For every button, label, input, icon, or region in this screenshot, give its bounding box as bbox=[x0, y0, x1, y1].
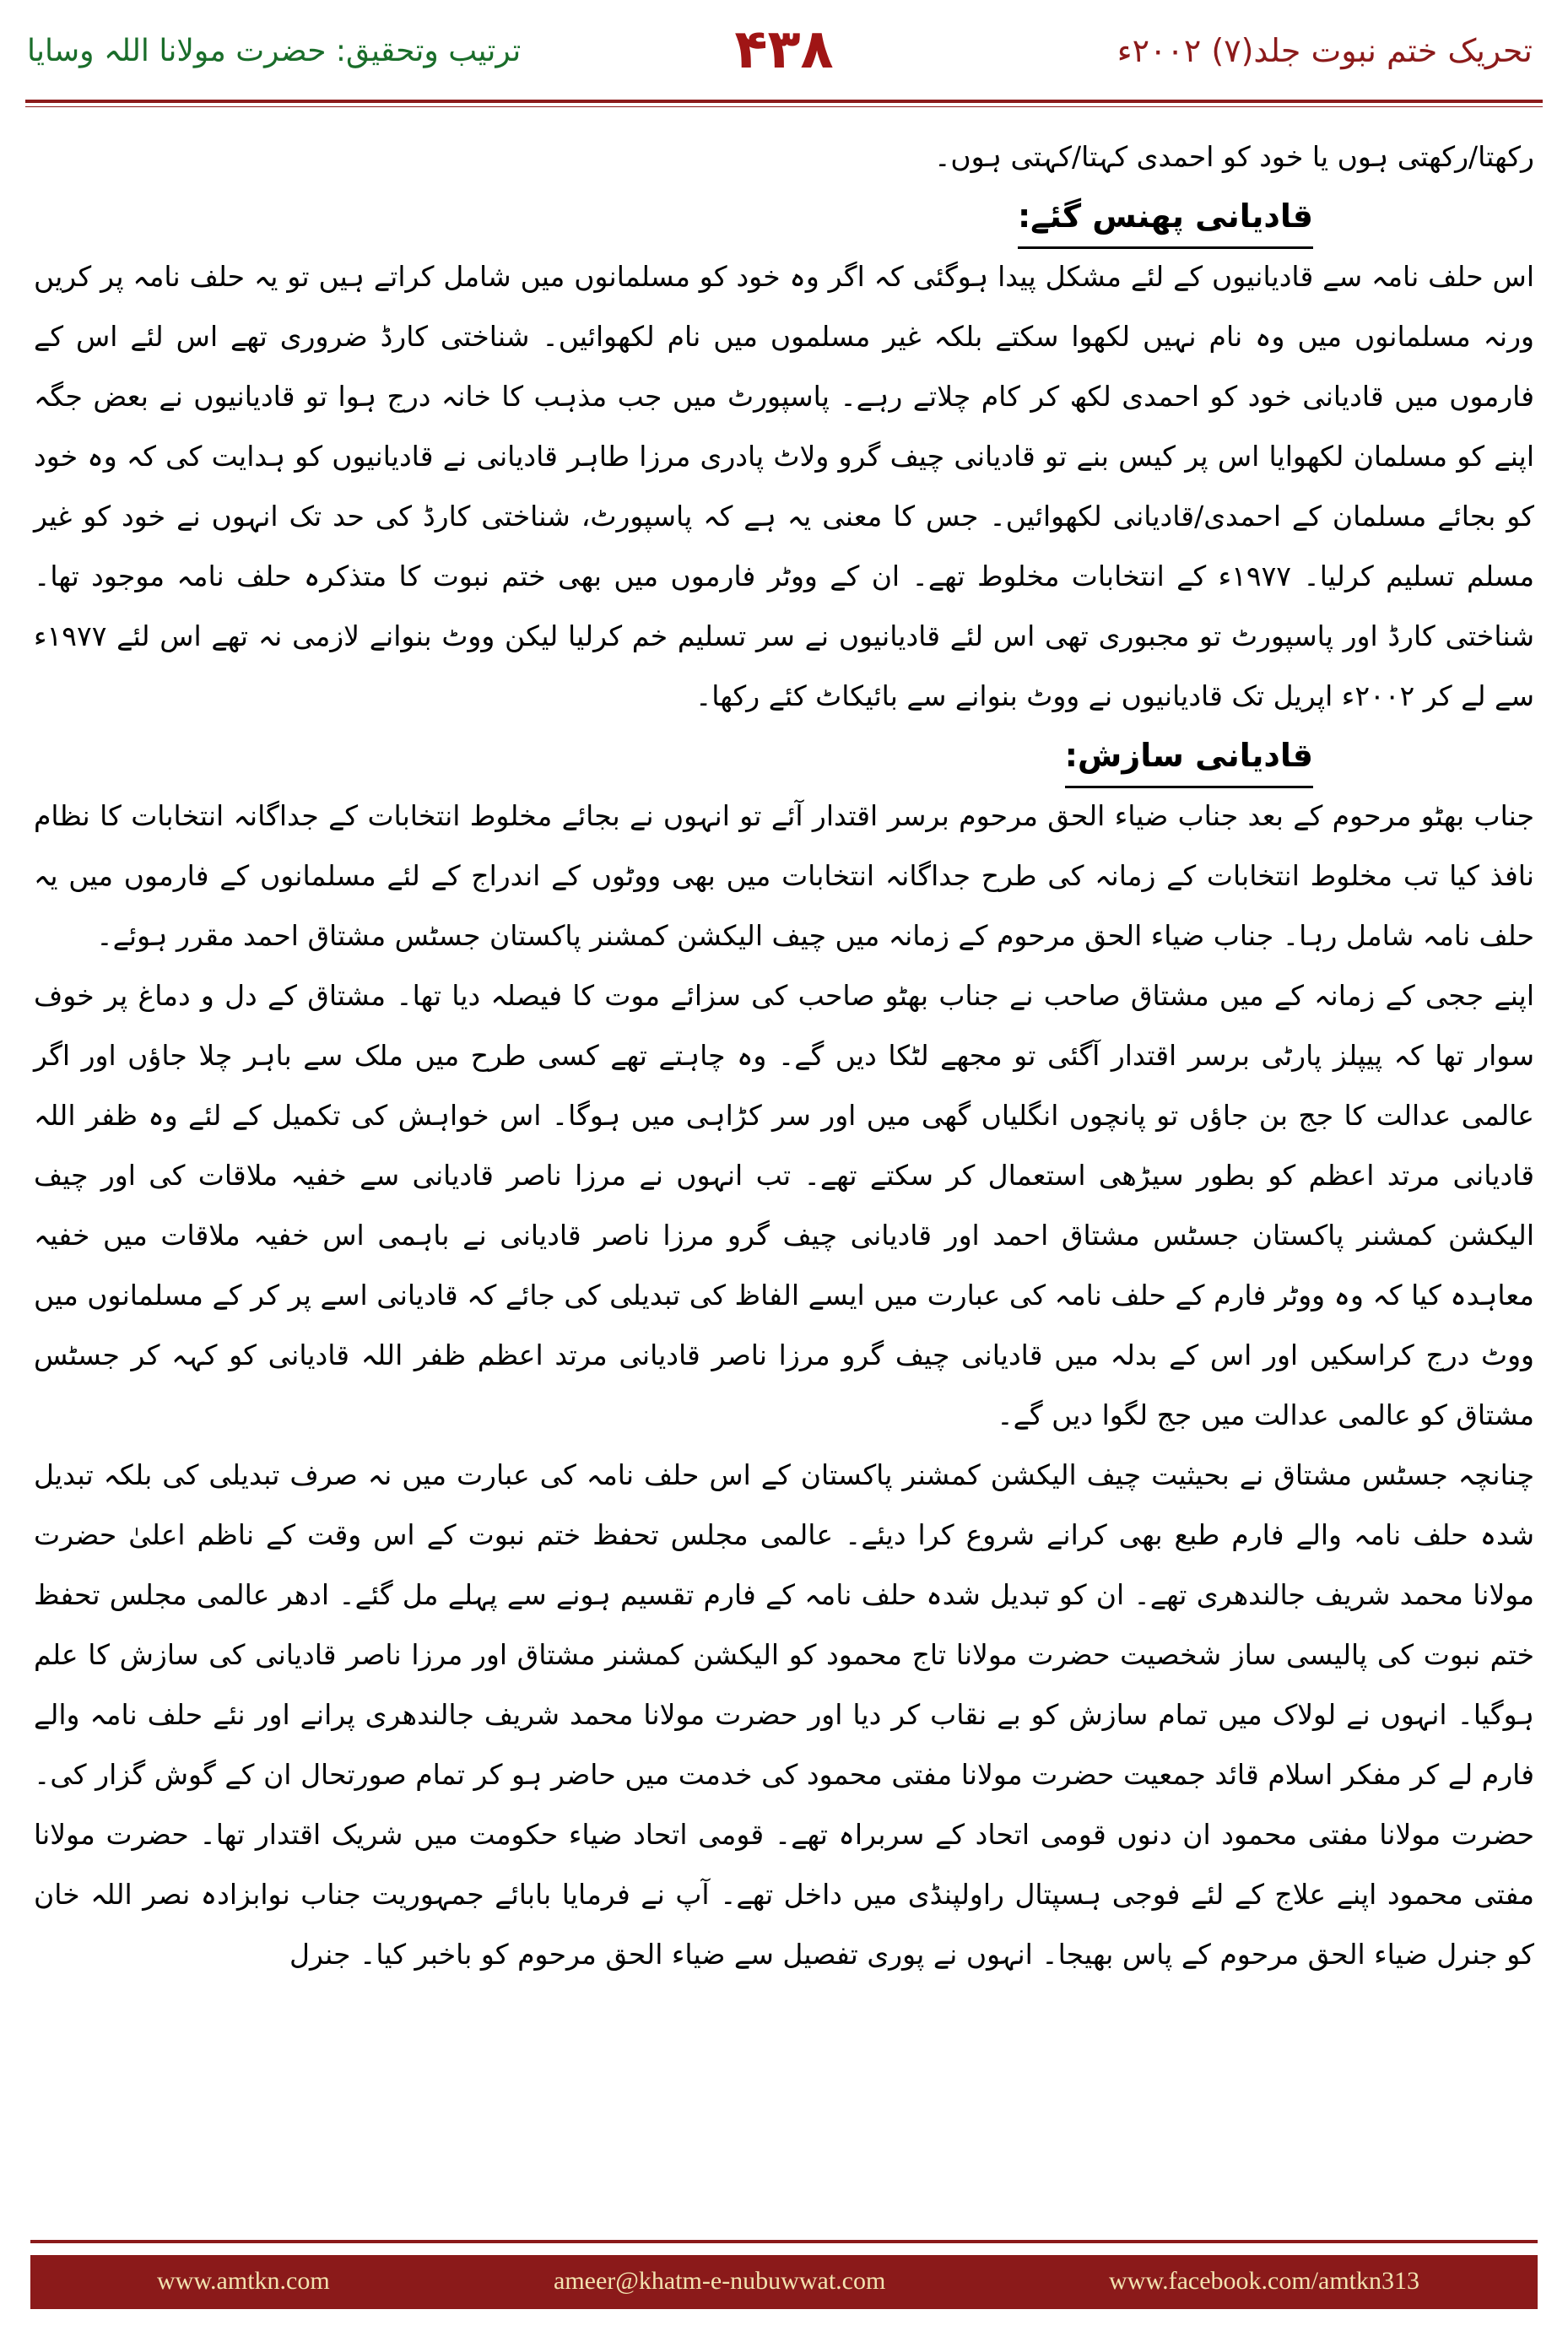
footer-rule bbox=[30, 2240, 1538, 2243]
paragraph-affidavit: اس حلف نامہ سے قادیانیوں کے لئے مشکل پیدا ہوگئی کہ اگر وہ خود کو مسلمانوں میں شامل کراتے ہیں تو یہ حلف نامہ پر کریں ورنہ مسلمانوں میں وہ نام نہیں لکھوا سکتے بلکہ غیر مسلموں میں نام لکھوائیں۔ شناختی کارڈ ضروری تھے اس لئے اس کے فارموں میں قادیانی خود کو احمدی لکھ کر کام چلاتے رہے۔ پاسپورٹ میں جب مذہب کا خانہ درج ہوا تو قادیانیوں نے بعض جگہ اپنے کو مسلمان لکھوایا اس پر کیس بنے تو قادیانی چیف گرو ولاٹ پادری مرزا طاہر قادیانی نے قادیانیوں کو ہدایت کی کہ وہ خود کو بجائے مسلمان کے احمدی/قادیانی لکھوائیں۔ جس کا معنی یہ ہے کہ پاسپورٹ، شناختی کارڈ کی حد تک انہوں نے خود کو غیر مسلم تسلیم کرلیا۔ ۱۹۷۷ء کے انتخابات مخلوط تھے۔ ان کے ووٹر فارموں میں بھی ختم نبوت کا متذکرہ حلف نامہ موجود تھا۔ شناختی کارڈ اور پاسپورٹ تو مجبوری تھی اس لئے قادیانیوں نے سر تسلیم خم کرلیا لیکن ووٹ بنوانے لازمی نہ تھے اس لئے ۱۹۷۷ء سے لے کر ۲۰۰۲ء اپریل تک قادیانیوں نے ووٹ بنوانے سے بائیکاٹ کئے رکھا۔ bbox=[34, 260, 1534, 712]
email-link[interactable]: ameer@khatm-e-nubuwwat.com bbox=[554, 2267, 886, 2295]
page-footer bbox=[30, 2255, 1538, 2309]
compiler-credit: ترتیب وتحقیق: حضرت مولانا اللہ وسایا bbox=[27, 34, 522, 68]
paragraph-mushtaq: اپنے ججی کے زمانہ کے میں مشتاق صاحب نے جناب بھٹو صاحب کی سزائے موت کا فیصلہ دیا تھا۔ مشتاق کے دل و دماغ پر خوف سوار تھا کہ پیپلز پارٹی برسر اقتدار آگئی تو مجھے لٹکا دیں گے۔ وہ چاہتے تھے کسی طرح میں ملک سے باہر چلا جاؤں اور اگر عالمی عدالت کا جج بن جاؤں تو پانچوں انگلیاں گھی میں اور سر کڑاہی میں ہوگا۔ اس خواہش کی تکمیل کے لئے وہ ظفر اللہ قادیانی مرتد اعظم کو بطور سیڑھی استعمال کر سکتے تھے۔ تب انہوں نے مرزا ناصر قادیانی سے خفیہ ملاقات کی اور چیف الیکشن کمشنر پاکستان جسٹس مشتاق احمد اور قادیانی چیف گرو مرزا ناصر قادیانی نے باہمی اس خفیہ ملاقات میں خفیہ معاہدہ کیا کہ وہ ووٹر فارم کے حلف نامہ کی عبارت میں ایسے الفاظ کی تبدیلی کی جائے کہ قادیانی اسے پر کر کے مسلمانوں میں ووٹ درج کراسکیں اور اس کے بدلہ میں قادیانی چیف گرو مرزا ناصر قادیانی مرتد اعظم ظفر اللہ قادیانی کو کہہ کر جسٹس مشتاق کو عالمی عدالت میں جج لگوا دیں گے۔ bbox=[34, 979, 1534, 1431]
header-rule bbox=[25, 100, 1543, 103]
website-link[interactable]: www.amtkn.com bbox=[157, 2267, 330, 2295]
section-heading-trapped: قادیانی پھنس گئے: bbox=[1018, 187, 1313, 249]
paragraph-zia-era: جناب بھٹو مرحوم کے بعد جناب ضیاء الحق مرحوم برسر اقتدار آئے تو انہوں نے بجائے مخلوط انتخابات کے جداگانہ انتخابات کا نظام نافذ کیا تب مخلوط انتخابات کے زمانہ کی طرح جداگانہ انتخابات میں بھی ووٹوں کے اندراج کے لئے مسلمانوں کے فارموں میں یہ حلف نامہ شامل رہا۔ جناب ضیاء الحق مرحوم کے زمانہ میں چیف الیکشن کمشنر پاکستان جسٹس مشتاق احمد مقرر ہوئے۔ bbox=[34, 799, 1534, 952]
page-number: ۴۳۸ bbox=[734, 19, 834, 81]
intro-line: رکھتا/رکھتی ہوں یا خود کو احمدی کہتا/کہتی ہوں۔ bbox=[934, 140, 1534, 173]
section-heading-conspiracy: قادیانی سازش: bbox=[1065, 726, 1313, 788]
header-rule-thin bbox=[25, 106, 1543, 107]
page-body bbox=[34, 127, 1534, 1984]
paragraph-change: چنانچہ جسٹس مشتاق نے بحیثیت چیف الیکشن کمشنر پاکستان کے اس حلف نامہ کی عبارت میں نہ صرف تبدیلی کی بلکہ تبدیل شدہ حلف نامہ والے فارم طبع بھی کرانے شروع کرا دیئے۔ عالمی مجلس تحفظ ختم نبوت کے اس وقت کے ناظم اعلیٰ حضرت مولانا محمد شریف جالندھری تھے۔ ان کو تبدیل شدہ حلف نامہ کے فارم تقسیم ہونے سے پہلے مل گئے۔ ادھر عالمی مجلس تحفظ ختم نبوت کی پالیسی ساز شخصیت حضرت مولانا تاج محمود کو الیکشن کمشنر مشتاق اور مرزا ناصر قادیانی کی سازش کا علم ہوگیا۔ انہوں نے لولاک میں تمام سازش کو بے نقاب کر دیا اور حضرت مولانا محمد شریف جالندھری پرانے اور نئے حلف نامہ والے فارم لے کر مفکر اسلام قائد جمعیت حضرت مولانا مفتی محمود کی خدمت میں حاضر ہو کر تمام صورتحال ان کے گوش گزار کی۔ حضرت مولانا مفتی محمود ان دنوں قومی اتحاد کے سربراہ تھے۔ قومی اتحاد ضیاء حکومت میں شریک اقتدار تھا۔ حضرت مولانا مفتی محمود اپنے علاج کے لئے فوجی ہسپتال راولپنڈی میں داخل تھے۔ آپ نے فرمایا بابائے جمہوریت جناب نوابزادہ نصر اللہ خان کو جنرل ضیاء الحق مرحوم کے پاس بھیجا۔ انہوں نے پوری تفصیل سے ضیاء الحق مرحوم کو باخبر کیا۔ جنرل bbox=[34, 1458, 1534, 1971]
page-header bbox=[0, 0, 1568, 110]
facebook-link[interactable]: www.facebook.com/amtkn313 bbox=[1109, 2267, 1419, 2295]
book-title: تحریک ختم نبوت جلد(۷) ۲۰۰۲ء bbox=[1117, 32, 1533, 69]
